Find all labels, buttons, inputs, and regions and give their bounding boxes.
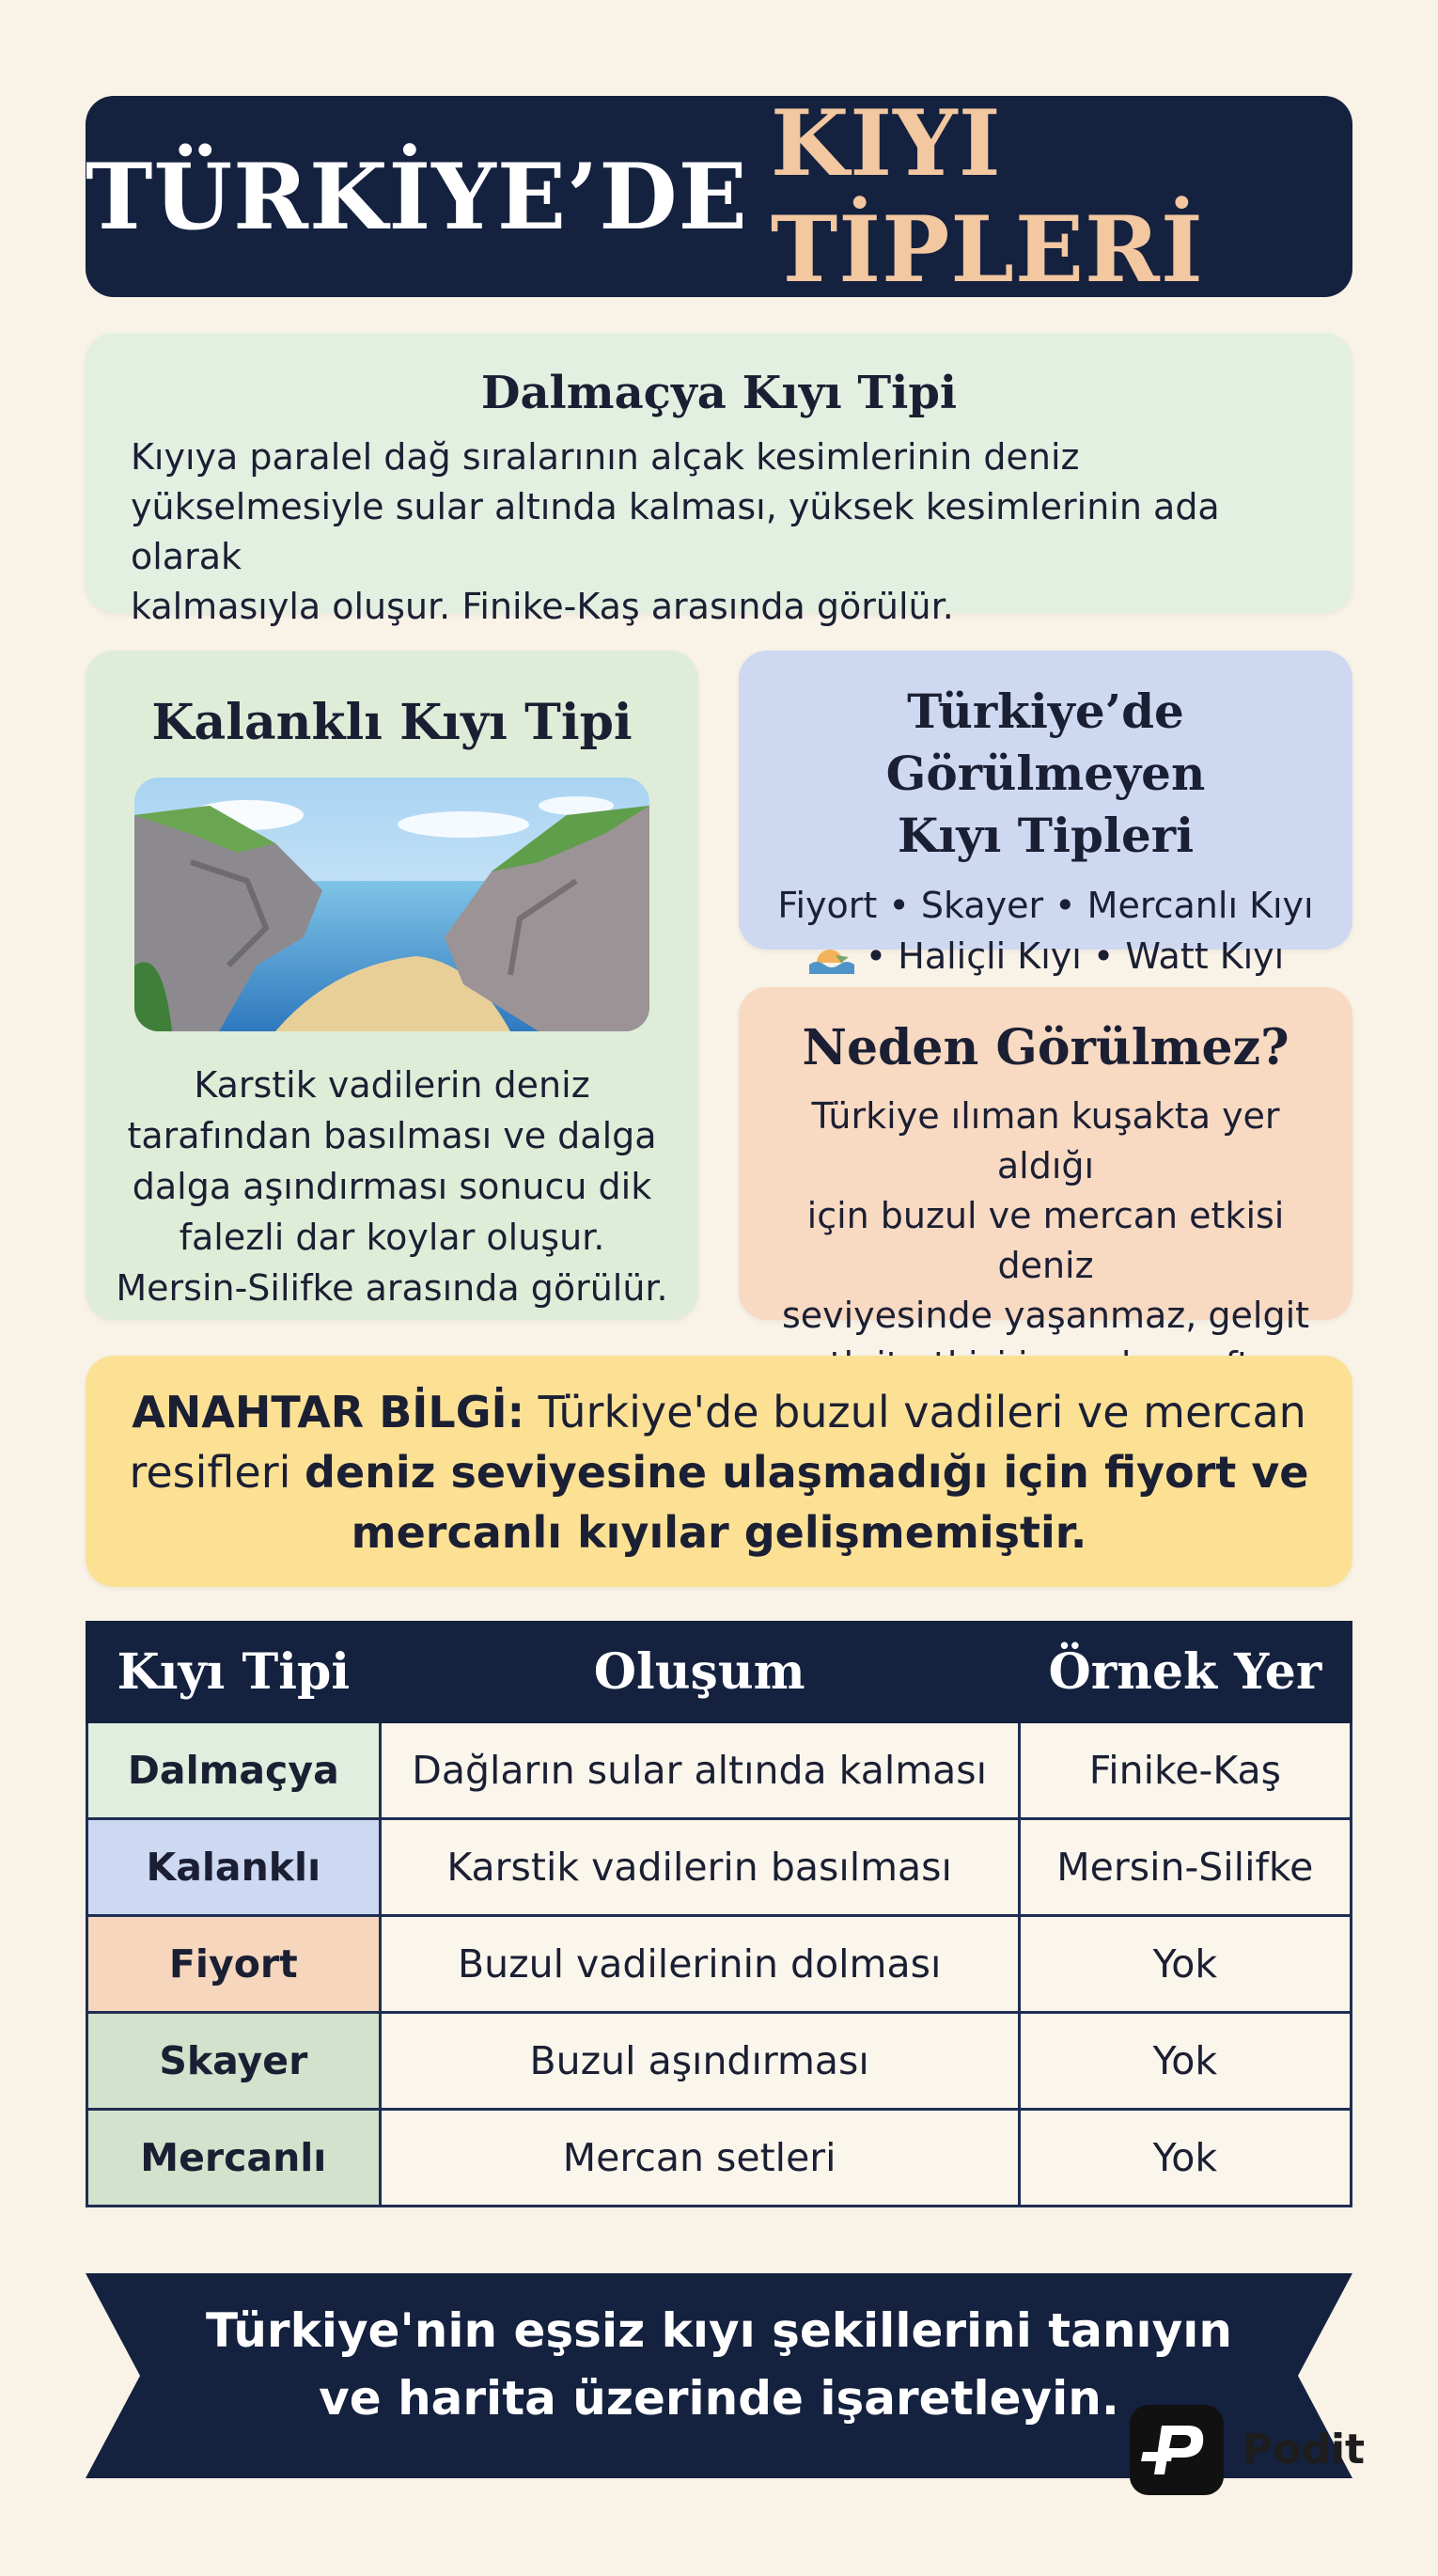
gorulmeyen-card — [739, 651, 1352, 977]
table-row — [87, 1722, 1352, 1819]
table-row — [87, 2013, 1352, 2110]
neden-title: Neden Görülmez? — [802, 1019, 1290, 1076]
cell-olusum: Dağların sular altında kalması — [380, 1722, 1019, 1819]
key-info-label: ANAHTAR BİLGİ: — [132, 1387, 524, 1437]
gorulmeyen-title — [759, 681, 1332, 867]
key-info-bold1: deniz seviyesine ulaşmadığı için fiyort ve — [305, 1447, 1309, 1498]
table-row — [87, 2110, 1352, 2207]
page-title — [86, 90, 1352, 303]
key-info-part2: resifleri — [129, 1447, 305, 1498]
title-orange: KIYI TİPLERİ — [770, 90, 1204, 303]
cell-tip: Mercanlı — [87, 2110, 381, 2207]
brand-name: Podit — [1243, 2426, 1366, 2474]
key-info-bold2: mercanlı kıyılar gelişmemiştir. — [351, 1507, 1087, 1558]
cell-yer: Mersin-Silifke — [1019, 1819, 1351, 1916]
kalankli-line: dalga aşındırması sonucu dik — [132, 1166, 652, 1207]
cell-yer: Finike-Kaş — [1019, 1722, 1351, 1819]
table-row — [87, 1916, 1352, 2013]
neden-line: Türkiye ılıman kuşakta yer aldığı — [811, 1095, 1280, 1186]
kalankli-line: tarafından basılması ve dalga — [127, 1115, 657, 1156]
gorulmeyen-list-line1: Fiyort • Skayer • Mercanlı Kıyı — [777, 885, 1314, 926]
banner-line2: ve harita üzerinde işaretleyin. — [319, 2371, 1119, 2426]
gorulmeyen-title-line1: Türkiye’de Görülmeyen — [885, 683, 1206, 801]
kalankli-line: Karstik vadilerin deniz — [194, 1064, 590, 1106]
key-info-box — [86, 1356, 1352, 1587]
key-info-part1: Türkiye'de buzul vadileri ve mercan — [524, 1387, 1306, 1437]
coast-illustration — [134, 778, 649, 1031]
dalmacya-title: Dalmaçya Kıyı Tipi — [480, 367, 958, 419]
dalmacya-line: kalmasıyla oluşur. Finike-Kaş arasında görülür. — [131, 586, 954, 627]
col-header-olusum: Oluşum — [380, 1623, 1019, 1722]
cell-olusum: Buzul aşındırması — [380, 2013, 1019, 2110]
cell-yer: Yok — [1019, 1916, 1351, 2013]
kalankli-card — [86, 651, 698, 1320]
cell-tip: Kalanklı — [87, 1819, 381, 1916]
kalankli-text — [110, 1060, 674, 1313]
kalankli-line: Mersin-Silifke arasında görülür. — [116, 1267, 668, 1309]
cell-olusum: Buzul vadilerinin dolması — [380, 1916, 1019, 2013]
dalmacya-line: Kıyıya paralel dağ sıralarının alçak kesimlerinin deniz — [131, 436, 1080, 478]
dalmacya-card — [86, 333, 1352, 627]
neden-text — [759, 1092, 1332, 1390]
kalankli-title: Kalanklı Kıyı Tipi — [151, 694, 633, 751]
table-row — [87, 1819, 1352, 1916]
gorulmeyen-title-line2: Kıyı Tipleri — [897, 808, 1195, 863]
cell-tip: Skayer — [87, 2013, 381, 2110]
col-header-yer: Örnek Yer — [1019, 1623, 1351, 1722]
gorulmeyen-list-line2-wrap — [759, 931, 1332, 982]
kalankli-line: falezli dar koylar oluşur. — [179, 1217, 605, 1258]
cell-yer: Yok — [1019, 2110, 1351, 2207]
neden-card — [739, 987, 1352, 1336]
title-white: TÜRKİYE’DE — [86, 143, 748, 250]
gorulmeyen-list-line2: • Haliçli Kıyı • Watt Kıyı — [865, 935, 1285, 977]
banner-line1: Türkiye'nin eşsiz kıyı şekillerini tanıyın — [205, 2303, 1233, 2358]
cell-yer: Yok — [1019, 2013, 1351, 2110]
cell-tip: Dalmaçya — [87, 1722, 381, 1819]
sunset-wave-icon — [807, 944, 856, 974]
neden-line: seviyesinde yaşanmaz, gelgit — [781, 1295, 1310, 1336]
neden-line: için buzul ve mercan etkisi deniz — [806, 1195, 1285, 1286]
col-header-tip: Kıyı Tipi — [87, 1623, 381, 1722]
cell-olusum: Mercan setleri — [380, 2110, 1019, 2207]
table-header-row — [87, 1623, 1352, 1722]
coast-types-table — [86, 1621, 1352, 2207]
podit-logo-icon — [1130, 2405, 1224, 2495]
cell-olusum: Karstik vadilerin basılması — [380, 1819, 1019, 1916]
dalmacya-line: yükselmesiyle sular altında kalması, yüksek kesimlerinin ada olarak — [131, 486, 1220, 577]
cell-tip: Fiyort — [87, 1916, 381, 2013]
dalmacya-text — [131, 432, 1307, 632]
